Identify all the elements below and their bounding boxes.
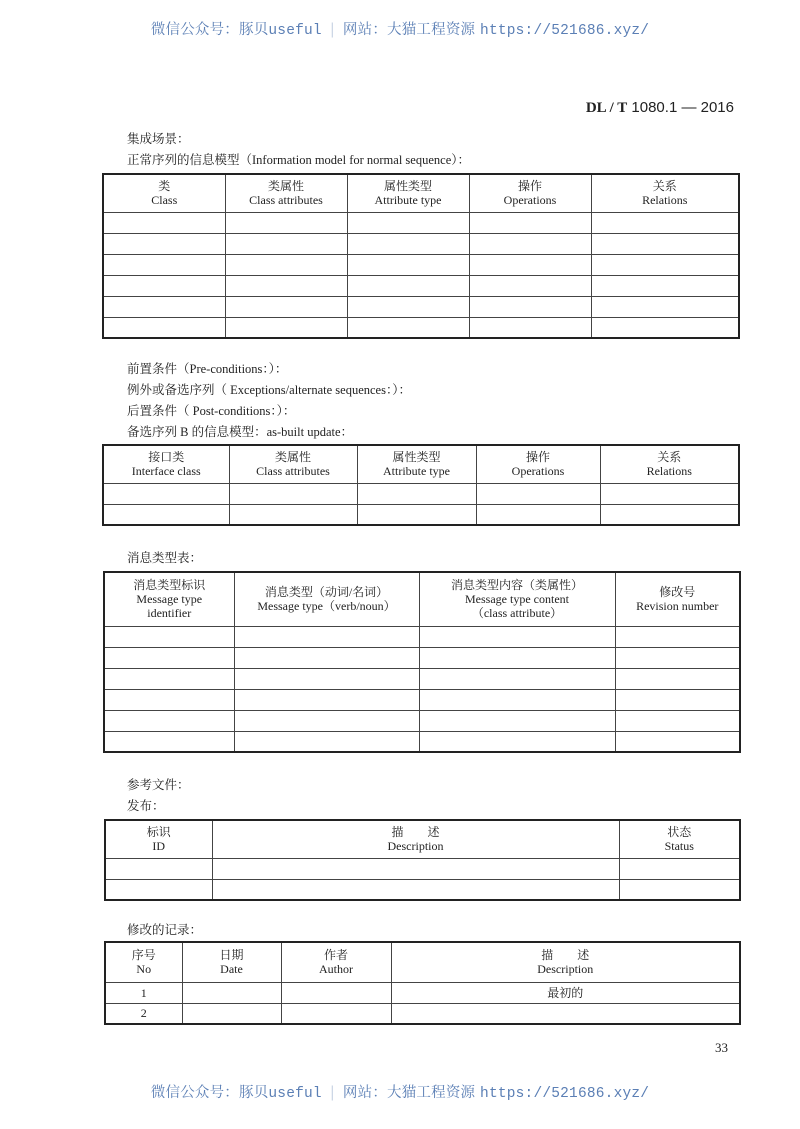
table-alt-model [102,444,740,526]
watermark-site: 网站：大猫工程资源 [342,22,476,38]
header-status: 状态 Status [619,820,740,858]
section-post-conditions: 后置条件（ Post-conditions：）： [127,404,296,418]
section-integration-scenario: 集成场景： [127,132,190,146]
header-class: 类 Class [103,174,225,212]
table-header-row [104,572,740,626]
table-row [103,483,739,504]
table-header-row [105,820,740,858]
table-message-types [103,571,741,753]
watermark-label-en: useful [268,23,322,39]
section-references: 参考文件： [127,778,190,792]
header-no: 序号 No [105,942,182,982]
header-attribute-type: 属性类型 Attribute type [357,445,476,483]
table-row [104,626,740,647]
table-row [104,710,740,731]
header-relations: 关系 Relations [600,445,739,483]
header-relations: 关系 Relations [591,174,739,212]
watermark-top: 微信公众号：豚贝useful | 网站：大猫工程资源 https://521686.xyz/ [150,22,650,39]
table-revisions [104,941,741,1025]
table-row [104,689,740,710]
standard-prefix: DL / T [585,100,628,116]
table-row [104,731,740,752]
header-description: 描 述 Description [391,942,740,982]
watermark-url[interactable]: https://521686.xyz/ [480,23,650,39]
section-normal-model: 正常序列的信息模型（Information model for normal sequence）： [127,153,470,167]
table-row [105,858,740,879]
section-alt-model: 备选序列 B 的信息模型：as-built update： [127,425,354,439]
watermark-url[interactable]: https://521686.xyz/ [480,1086,650,1102]
table-row [103,275,739,296]
header-class-attributes: 类属性 Class attributes [225,174,347,212]
header-date: 日期 Date [182,942,281,982]
header-revision-number: 修改号 Revision number [615,572,740,626]
header-message-type-identifier: 消息类型标识 Message type identifier [104,572,234,626]
section-exceptions: 例外或备选序列（ Exceptions/alternate sequences：）： [127,383,411,397]
header-operations: 操作 Operations [476,445,600,483]
header-attribute-type: 属性类型 Attribute type [347,174,469,212]
table-row [103,212,739,233]
table-normal-model [102,173,740,339]
page-number: 33 [715,1040,728,1055]
table-header-row [105,942,740,982]
table-row [103,254,739,275]
watermark-bottom: 微信公众号：豚贝useful | 网站：大猫工程资源 https://521686.xyz/ [150,1085,650,1102]
watermark-site: 网站：大猫工程资源 [342,1085,476,1101]
table-row [105,879,740,900]
header-id: 标识 ID [105,820,212,858]
standard-code: 1080.1 — 2016 [631,99,734,116]
watermark-label-en: useful [268,1086,322,1102]
header-interface-class: 接口类 Interface class [103,445,229,483]
section-message-types: 消息类型表： [127,551,203,565]
table-row [104,668,740,689]
table-row [103,317,739,338]
watermark-label: 微信公众号：豚贝 [150,1085,269,1101]
header-operations: 操作 Operations [469,174,591,212]
header-description: 描 述 Description [212,820,619,858]
table-release [104,819,741,901]
header-message-type: 消息类型（动词/名词） Message type（verb/noun） [234,572,419,626]
standard-number [586,99,734,117]
table-row: 1 最初的 [105,982,740,1003]
watermark-label: 微信公众号：豚贝 [150,22,269,38]
table-row [104,647,740,668]
header-class-attributes: 类属性 Class attributes [229,445,357,483]
header-author: 作者 Author [281,942,391,982]
section-release: 发布： [127,799,165,813]
table-row [103,296,739,317]
section-pre-conditions: 前置条件（Pre-conditions：）： [127,362,288,376]
table-row: 2 [105,1003,740,1024]
table-row [103,504,739,525]
table-row [103,233,739,254]
table-header-row [103,174,739,212]
header-message-type-content: 消息类型内容（类属性） Message type content （class attribute） [419,572,615,626]
section-revision-log: 修改的记录： [127,923,203,937]
table-header-row [103,445,739,483]
